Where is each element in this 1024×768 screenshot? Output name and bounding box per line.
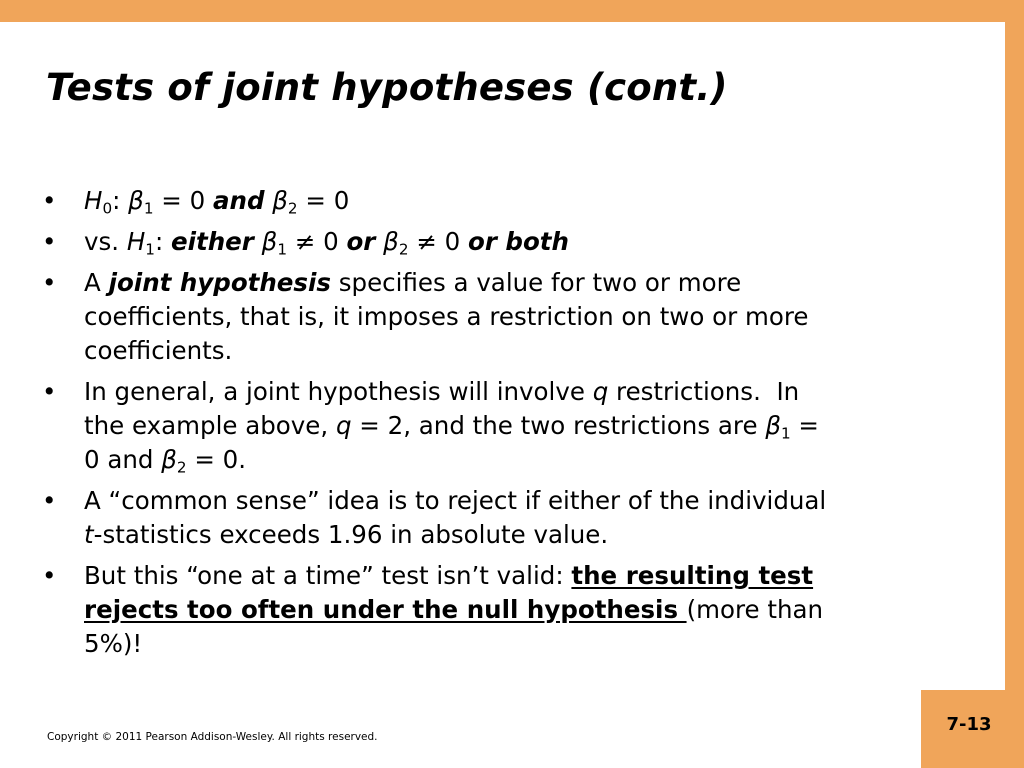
bullet-item-not-valid (40, 559, 955, 661)
h-symbol: H (126, 227, 146, 256)
text-fragment: ≠ 0 (286, 227, 347, 256)
bullet-item-joint-hypothesis (40, 266, 955, 368)
top-border (0, 0, 1024, 22)
bullet-list (40, 184, 955, 668)
bullet-text-line-2: coefficients, that is, it imposes a restriction on two or more (84, 302, 809, 331)
bullet-item-common-sense (40, 484, 955, 552)
text-fragment: = 0 (297, 186, 350, 215)
bullet-text-line-3: 5%)! (84, 629, 143, 658)
emphasis-or: or (346, 227, 376, 256)
bullet-text-line-3 (84, 443, 955, 477)
bullet-item-h1 (40, 225, 955, 259)
bullet-item-h0 (40, 184, 955, 218)
copyright-notice: Copyright © 2011 Pearson Addison-Wesley. All rights reserved. (47, 731, 378, 743)
bullet-text-line-1 (84, 559, 955, 593)
beta-symbol: β (253, 227, 278, 256)
bullet-text-line-1 (84, 375, 955, 409)
text-fragment: the example above, (84, 411, 336, 440)
text-fragment: In general, a joint hypothesis will involve (84, 377, 593, 406)
bullet-text-line-3: coefficients. (84, 336, 233, 365)
text-fragment: = 0 (153, 186, 213, 215)
bullet-icon: • (42, 377, 57, 406)
q-symbol: q (335, 411, 352, 440)
bullet-icon: • (42, 186, 57, 215)
text-fragment: vs. (84, 227, 127, 256)
q-symbol: q (592, 377, 609, 406)
emphasis-or-both: or both (467, 227, 569, 256)
text-fragment: (more than (686, 595, 824, 624)
subscript: 2 (287, 199, 298, 218)
emphasis-joint-hypothesis: joint hypothesis (108, 268, 331, 297)
text-fragment: 0 and (84, 445, 162, 474)
text-fragment: But this “one at a time” test isn’t valid: (84, 561, 572, 590)
emphasis-either: either (171, 227, 254, 256)
subscript: 1 (143, 199, 154, 218)
emphasis-resulting-test: the resulting test (571, 561, 814, 590)
h-symbol: H (84, 186, 103, 215)
bullet-icon: • (42, 561, 57, 590)
text-fragment: = 2, and the two restrictions are (351, 411, 766, 440)
bullet-icon: • (42, 486, 57, 515)
beta-symbol: β (128, 186, 144, 215)
bullet-icon: • (42, 227, 57, 256)
subscript: 0 (102, 199, 113, 218)
emphasis-and: and (212, 186, 265, 215)
bullet-text-line-2 (84, 593, 955, 627)
subscript: 1 (277, 240, 287, 259)
beta-symbol: β (765, 411, 781, 440)
bullet-text-line-1: A “common sense” idea is to reject if either of the individual (84, 486, 827, 515)
beta-symbol: β (375, 227, 399, 256)
bullet-item-q-restrictions (40, 375, 955, 477)
bullet-text-line-2 (84, 409, 955, 443)
bullet-text-line-2 (84, 518, 955, 552)
text-fragment: = 0. (186, 445, 247, 474)
bullet-text (84, 225, 955, 259)
bullet-text-line-1 (84, 266, 955, 300)
text-fragment: ≠ 0 (408, 227, 468, 256)
emphasis-rejects-too-often: rejects too often under the null hypothesis (84, 595, 687, 624)
text-fragment: : (154, 227, 171, 256)
subscript: 1 (145, 240, 155, 259)
text-fragment: specifies a value for two or more (331, 268, 742, 297)
text-fragment: A (84, 268, 109, 297)
subscript: 2 (176, 458, 187, 477)
right-border (1005, 0, 1024, 768)
beta-symbol: β (264, 186, 288, 215)
bullet-text (84, 184, 955, 218)
slide-title: Tests of joint hypotheses (cont.) (46, 66, 728, 109)
t-symbol: t (84, 520, 94, 549)
text-fragment: : (112, 186, 121, 215)
text-fragment: -statistics exceeds 1.96 in absolute value. (93, 520, 609, 549)
bullet-icon: • (42, 268, 57, 297)
beta-symbol: β (161, 445, 177, 474)
page-number: 7-13 (946, 714, 992, 735)
text-fragment: = (790, 411, 819, 440)
text-fragment: restrictions. In (608, 377, 800, 406)
subscript: 2 (398, 240, 409, 259)
subscript: 1 (780, 424, 791, 443)
